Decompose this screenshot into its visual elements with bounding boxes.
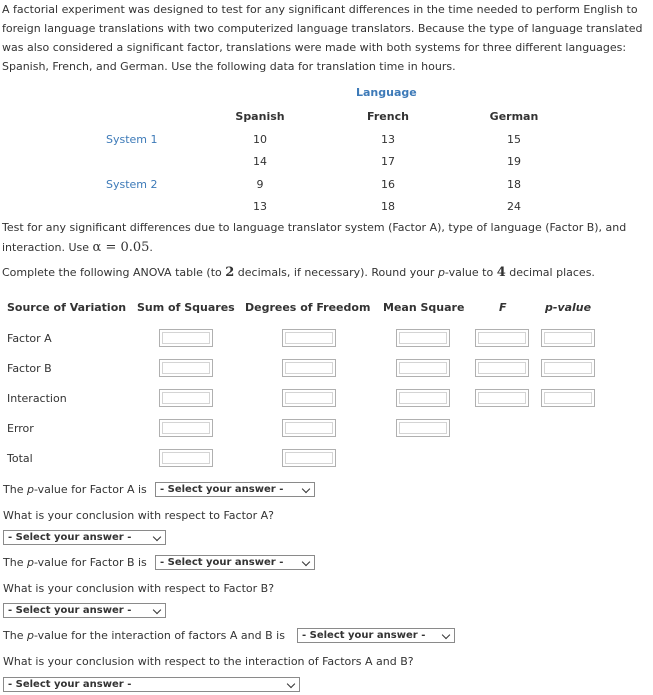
error-df-input[interactable] bbox=[282, 419, 336, 437]
alpha-value: α = 0.05 bbox=[92, 240, 150, 255]
question-text: -value for Factor B is bbox=[33, 556, 147, 569]
factor-a-ms-input[interactable] bbox=[396, 329, 450, 347]
anova-header-ss: Sum of Squares bbox=[137, 301, 235, 314]
problem-intro bbox=[2, 0, 653, 76]
test-instruction-line bbox=[2, 240, 153, 255]
factor-b-f-input[interactable] bbox=[475, 359, 529, 377]
table-cell: 14 bbox=[253, 155, 267, 168]
factor-a-f-input[interactable] bbox=[475, 329, 529, 347]
error-ms-input[interactable] bbox=[396, 419, 450, 437]
col-header-french: French bbox=[367, 110, 409, 123]
question-text: -value for the interaction of factors A and B is bbox=[33, 629, 285, 642]
decimal-count: 2 bbox=[225, 265, 235, 280]
row-label-system-1: System 1 bbox=[106, 133, 158, 146]
instruction-text: decimals, if necessary). Round your bbox=[234, 266, 438, 279]
pvalue-factor-a-select[interactable] bbox=[155, 482, 315, 497]
anova-row-factor-b: Factor B bbox=[7, 362, 52, 375]
table-cell: 10 bbox=[253, 133, 267, 146]
test-text: . bbox=[149, 241, 153, 254]
select-value: - Select your answer - bbox=[160, 557, 284, 568]
select-value: - Select your answer - bbox=[8, 679, 132, 690]
intro-line: Spanish, French, and German. Use the following data for translation time in hours. bbox=[2, 60, 456, 73]
anova-header-source: Source of Variation bbox=[7, 301, 127, 314]
table-cell: 15 bbox=[507, 133, 521, 146]
factor-a-ss-input[interactable] bbox=[159, 329, 213, 347]
factor-b-ss-input[interactable] bbox=[159, 359, 213, 377]
chevron-down-icon bbox=[302, 558, 310, 566]
select-value: - Select your answer - bbox=[302, 630, 426, 641]
factor-b-ms-input[interactable] bbox=[396, 359, 450, 377]
select-value: - Select your answer - bbox=[8, 532, 132, 543]
total-df-input[interactable] bbox=[282, 449, 336, 467]
table-cell: 13 bbox=[381, 133, 395, 146]
table-cell: 9 bbox=[256, 178, 264, 191]
anova-header-pvalue: p-value bbox=[545, 301, 592, 314]
anova-row-interaction: Interaction bbox=[7, 392, 67, 405]
test-text: interaction. Use bbox=[2, 241, 93, 254]
question-conclusion-factor-b: What is your conclusion with respect to Factor B? bbox=[3, 582, 275, 595]
conclusion-factor-b-select[interactable] bbox=[3, 603, 166, 618]
pvalue-interaction-select[interactable] bbox=[297, 628, 455, 643]
complete-instruction bbox=[2, 265, 595, 280]
conclusion-interaction-select[interactable] bbox=[3, 677, 300, 692]
total-ss-input[interactable] bbox=[159, 449, 213, 467]
factor-a-pvalue-input[interactable] bbox=[541, 329, 595, 347]
intro-line: was also considered a significant factor, translations were made with both systems for three different languages: bbox=[2, 41, 627, 54]
question-pvalue-interaction bbox=[3, 629, 285, 642]
interaction-df-input[interactable] bbox=[282, 389, 336, 407]
table-cell: 18 bbox=[507, 178, 521, 191]
p-italic: p bbox=[26, 629, 34, 642]
question-text: The bbox=[3, 483, 27, 496]
chevron-down-icon bbox=[287, 680, 295, 688]
anova-row-total: Total bbox=[7, 452, 33, 465]
anova-header-df: Degrees of Freedom bbox=[245, 301, 371, 314]
anova-row-error: Error bbox=[7, 422, 34, 435]
chevron-down-icon bbox=[153, 606, 161, 614]
select-value: - Select your answer - bbox=[160, 484, 284, 495]
anova-row-factor-a: Factor A bbox=[7, 332, 52, 345]
error-ss-input[interactable] bbox=[159, 419, 213, 437]
instruction-text: -value to bbox=[444, 266, 497, 279]
p-italic: p bbox=[26, 556, 34, 569]
chevron-down-icon bbox=[442, 631, 450, 639]
decimal-places-count: 4 bbox=[496, 265, 506, 280]
question-conclusion-interaction: What is your conclusion with respect to the interaction of Factors A and B? bbox=[3, 655, 414, 668]
table-cell: 19 bbox=[507, 155, 521, 168]
table-cell: 17 bbox=[381, 155, 395, 168]
question-pvalue-factor-b bbox=[3, 556, 147, 569]
table-cell: 13 bbox=[253, 200, 267, 213]
p-italic: p bbox=[437, 266, 445, 279]
question-conclusion-factor-a: What is your conclusion with respect to Factor A? bbox=[3, 509, 275, 522]
intro-line: A factorial experiment was designed to test for any significant differences in the time needed to perform English to bbox=[2, 3, 638, 16]
chevron-down-icon bbox=[302, 485, 310, 493]
table-cell: 16 bbox=[381, 178, 395, 191]
table-cell: 18 bbox=[381, 200, 395, 213]
col-header-german: German bbox=[489, 110, 539, 123]
instruction-text: decimal places. bbox=[505, 266, 595, 279]
select-value: - Select your answer - bbox=[8, 605, 132, 616]
question-text: The bbox=[3, 556, 27, 569]
chevron-down-icon bbox=[153, 533, 161, 541]
col-header-spanish: Spanish bbox=[235, 110, 285, 123]
factor-b-pvalue-input[interactable] bbox=[541, 359, 595, 377]
conclusion-factor-a-select[interactable] bbox=[3, 530, 166, 545]
table-cell: 24 bbox=[507, 200, 521, 213]
language-header: Language bbox=[356, 86, 417, 99]
interaction-pvalue-input[interactable] bbox=[541, 389, 595, 407]
pvalue-factor-b-select[interactable] bbox=[155, 555, 315, 570]
question-pvalue-factor-a bbox=[3, 483, 147, 496]
factor-a-df-input[interactable] bbox=[282, 329, 336, 347]
anova-header-f: F bbox=[499, 301, 507, 314]
anova-header-ms: Mean Square bbox=[383, 301, 465, 314]
interaction-ss-input[interactable] bbox=[159, 389, 213, 407]
row-label-system-2: System 2 bbox=[106, 178, 158, 191]
factor-b-df-input[interactable] bbox=[282, 359, 336, 377]
test-instruction-line: Test for any significant differences due to language translator system (Factor A), type of language (Factor B), and bbox=[2, 221, 627, 234]
p-italic: p bbox=[26, 483, 34, 496]
instruction-text: Complete the following ANOVA table (to bbox=[2, 266, 226, 279]
question-text: The bbox=[3, 629, 27, 642]
interaction-f-input[interactable] bbox=[475, 389, 529, 407]
question-text: -value for Factor A is bbox=[33, 483, 147, 496]
intro-line: foreign language translations with two computerized language translators. Because the type of language translated bbox=[2, 22, 643, 35]
interaction-ms-input[interactable] bbox=[396, 389, 450, 407]
